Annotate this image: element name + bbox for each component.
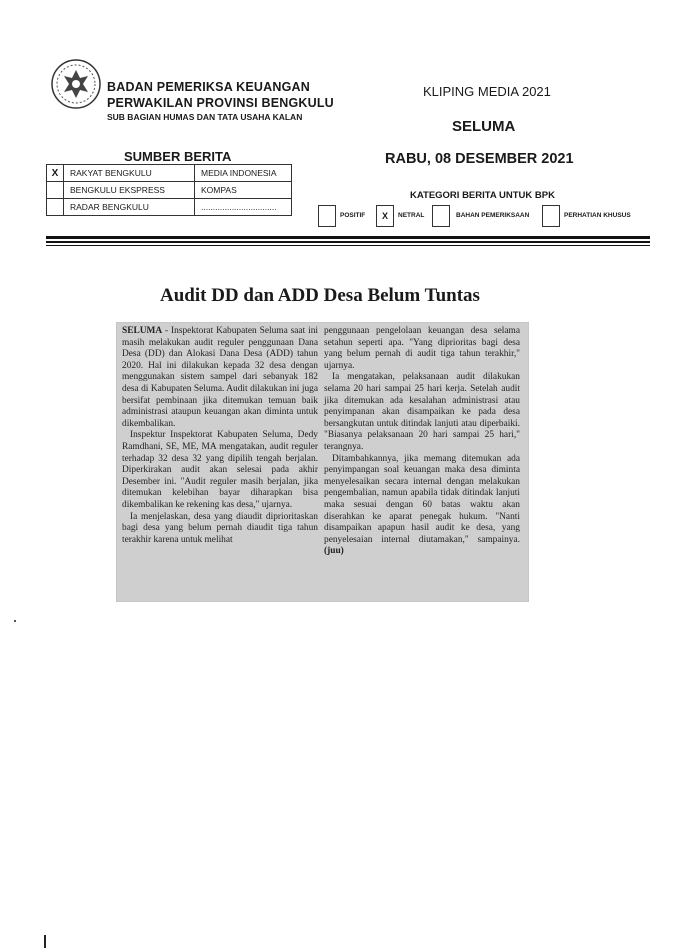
news-clipping <box>116 322 529 602</box>
kliping-title: KLIPING MEDIA 2021 <box>423 84 551 99</box>
article-paragraph: Ditambahkannya, jika memang ditemukan ada penyimpangan soal keuangan maka desa diminta menyelesaikan secara internal dengan melakukan pengembalian, namun apabila tidak ditindak lanjuti maka sesuai dengan 60 batas waktu akan diserahkan ke aparat penegak hukum. "Nanti disampaikan apapun hasil audit ke desa, yang penyelesaian internal diutamakan," sampainya. (juu) <box>324 453 520 557</box>
source-name: RADAR BENGKULU <box>64 199 195 216</box>
category-label: PERHATIAN KHUSUS <box>564 212 631 219</box>
region-title: SELUMA <box>452 118 516 135</box>
source-name-alt: ................................ <box>195 199 292 216</box>
article-dateline: SELUMA <box>122 326 163 336</box>
category-checkbox-netral[interactable]: X <box>376 205 394 227</box>
source-row <box>47 199 292 216</box>
source-name: RAKYAT BENGKULU <box>64 165 195 182</box>
article-column-2 <box>324 326 520 558</box>
source-name-alt: KOMPAS <box>195 182 292 199</box>
source-mark <box>47 182 64 199</box>
source-mark <box>47 199 64 216</box>
clipping-date: RABU, 08 DESEMBER 2021 <box>385 151 574 167</box>
header-divider <box>46 245 650 246</box>
source-mark: X <box>47 165 64 182</box>
bpk-emblem-logo <box>50 58 102 110</box>
source-row <box>47 182 292 199</box>
scan-speck <box>14 620 16 622</box>
header-divider <box>46 241 650 243</box>
source-title: SUMBER BERITA <box>124 149 232 164</box>
org-subdivision: SUB BAGIAN HUMAS DAN TATA USAHA KALAN <box>107 112 303 122</box>
org-name: BADAN PEMERIKSA KEUANGAN <box>107 80 310 94</box>
category-row <box>318 205 638 229</box>
category-title: KATEGORI BERITA UNTUK BPK <box>410 190 555 201</box>
source-row <box>47 165 292 182</box>
article-column-1 <box>122 326 318 546</box>
category-label: BAHAN PEMERIKSAAN <box>456 212 530 219</box>
article-paragraph: penggunaan pengelolaan keuangan desa selama setahun seperti apa. "Yang diprioritas bagi desa yang belum pernah di audit tiga tahun terakhir," ujarnya. <box>324 326 520 371</box>
article-headline: Audit DD dan ADD Desa Belum Tuntas <box>160 285 480 306</box>
org-branch: PERWAKILAN PROVINSI BENGKULU <box>107 96 334 110</box>
article-paragraph: Ia menjelaskan, desa yang diaudit diprioritaskan bagi desa yang belum pernah diaudit tiga tahun terakhir karena untuk melihat <box>122 511 318 545</box>
source-name: BENGKULU EKSPRESS <box>64 182 195 199</box>
header-divider <box>46 236 650 239</box>
scan-edge-mark <box>44 935 46 948</box>
article-paragraph: Inspektur Inspektorat Kabupaten Seluma, Dedy Ramdhani, SE, ME, MA mengatakan, audit reguler terhadap 32 desa 32 yang dipilih tengah berjalan. Diperkirakan audit akan selesai pada akhir Desember ini. "Audit reguler masih berjalan, jika ditemukan kelebihan bayar diharapkan bisa dikembalikan ke rekening kas desa," ujarnya. <box>122 430 318 510</box>
article-author-initials: (juu) <box>324 546 344 557</box>
article-paragraph: SELUMA - Inspektorat Kabupaten Seluma saat ini masih melakukan audit reguler penggunaan Dana Desa (DD) dan Alokasi Dana Desa (ADD) tahun 2020. Hal ini dilakukan kepada 32 desa dengan menggunakan sistem sampel dari sebanyak 182 desa di Kabupaten Seluma. Audit dilakukan ini juga bersifat pembinaan jika ditemukan temuan baik administrasi ataupun keuangan akan diminta untuk dikembalikan. <box>122 326 318 429</box>
source-name-alt: MEDIA INDONESIA <box>195 165 292 182</box>
source-table <box>46 164 292 216</box>
category-checkbox-positif[interactable] <box>318 205 336 227</box>
category-checkbox-bahan-pemeriksaan[interactable] <box>432 205 450 227</box>
category-checkbox-perhatian-khusus[interactable] <box>542 205 560 227</box>
category-label: NETRAL <box>398 212 425 219</box>
article-paragraph: Ia mengatakan, pelaksanaan audit dilakukan selama 20 hari sampai 25 hari kerja. Setelah audit jika ditemukan ada kesalahan administrasi atau penyimpanan akan disampaikan ke pada desa bersangkutan untuk ditindak lanjuti atau diperbaiki. "Biasanya pelaksanaan 20 hari sampai 25 hari," terangnya. <box>324 372 520 452</box>
category-label: POSITIF <box>340 212 366 219</box>
